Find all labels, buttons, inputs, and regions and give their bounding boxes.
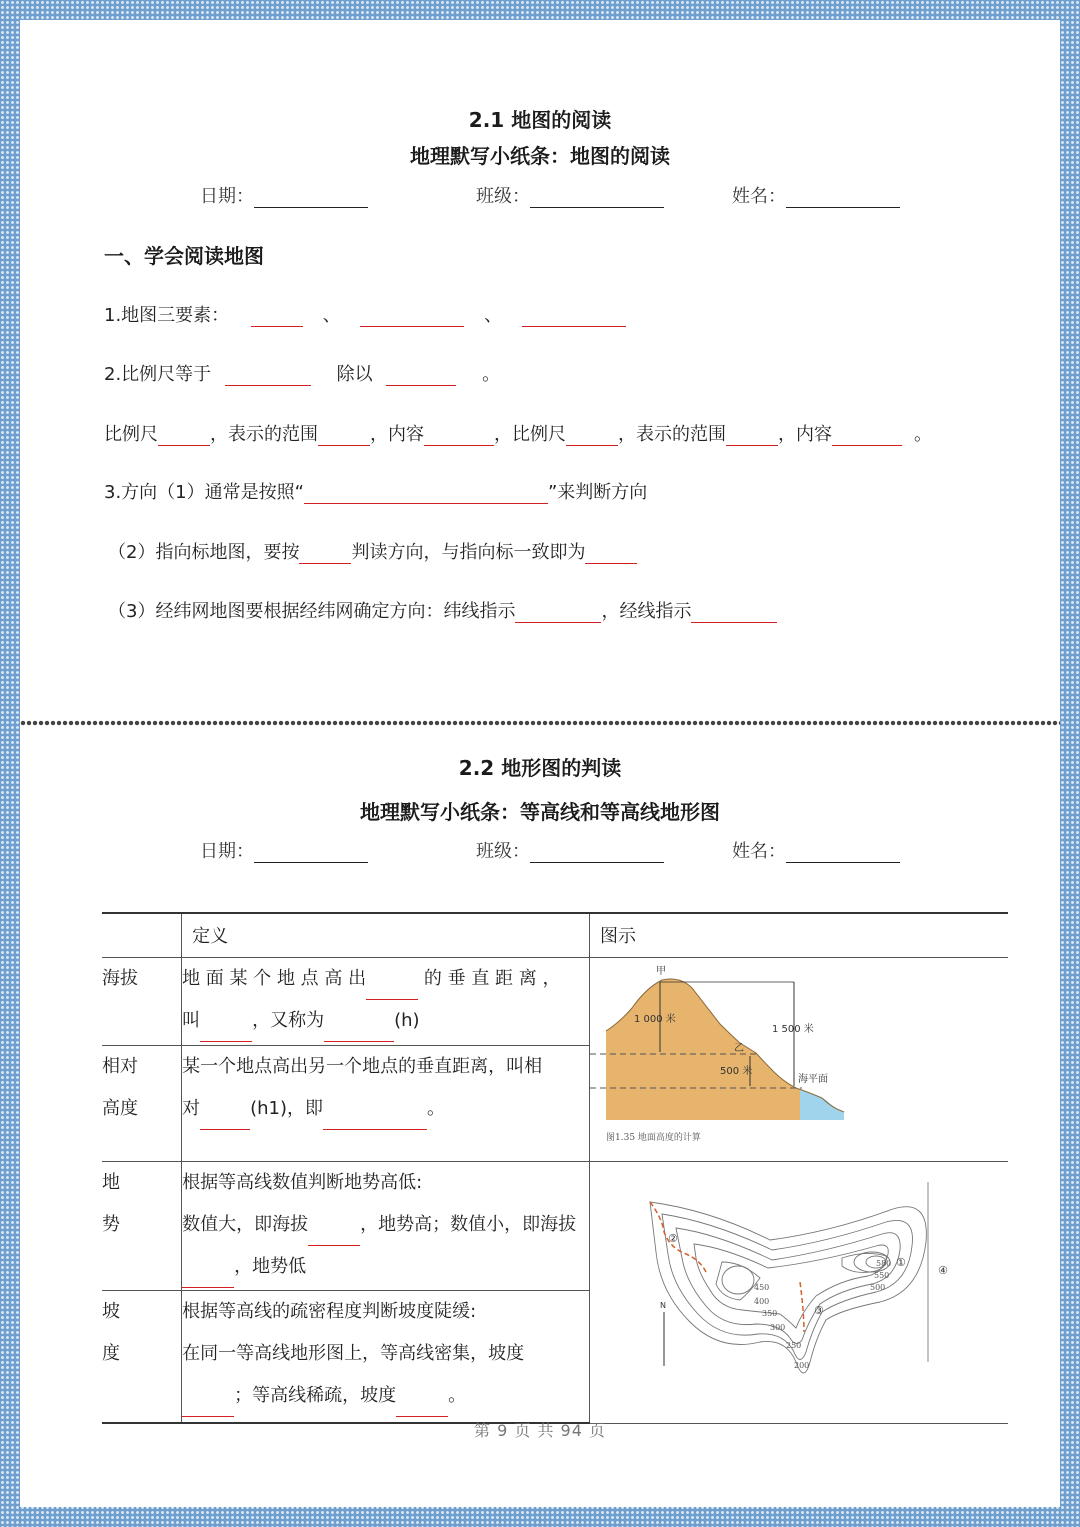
sea-shape xyxy=(800,1090,844,1120)
label-4: ④ xyxy=(937,1263,948,1277)
row-label-altitude: 海拔 xyxy=(102,957,182,1046)
question-1: 1.地图三要素： 、 、 xyxy=(104,301,626,327)
date-label: 日期： xyxy=(200,841,254,862)
class-label: 班级： xyxy=(476,841,530,862)
section1-heading: 一、学会阅读地图 xyxy=(104,244,264,268)
name-field[interactable] xyxy=(732,182,900,208)
question-2: 2.比例尺等于 除以 。 xyxy=(104,364,501,385)
blank[interactable] xyxy=(308,1227,360,1246)
altitude-figure xyxy=(590,958,1008,1156)
blank[interactable] xyxy=(424,427,494,446)
svg-text:550: 550 xyxy=(873,1270,890,1280)
worksheet-page xyxy=(20,20,1060,1507)
section1-subtitle: 地理默写小纸条：地图的阅读 xyxy=(410,144,670,168)
table-row xyxy=(102,957,1008,1046)
svg-text:300: 300 xyxy=(769,1322,786,1332)
north-label: N xyxy=(659,1300,666,1310)
blank[interactable] xyxy=(200,1111,250,1130)
row-label-relative-height: 相对 高度 xyxy=(102,1046,182,1161)
blank[interactable] xyxy=(182,1269,234,1288)
blank[interactable] xyxy=(304,485,548,504)
blank[interactable] xyxy=(182,1398,234,1417)
blank[interactable] xyxy=(158,427,210,446)
class-field[interactable] xyxy=(476,182,664,208)
label-1500m: 1 500 米 xyxy=(771,1023,814,1035)
question-3-3: （3）经纬网地图要根据经纬网确定方向：纬线指示 ，经线指示 xyxy=(108,597,777,623)
label-1000m: 1 000 米 xyxy=(633,1013,676,1025)
figure1-caption: 图1.35 地面高度的计算 xyxy=(605,1132,701,1143)
name-blank[interactable] xyxy=(786,844,900,863)
date-label: 日期： xyxy=(200,186,254,207)
section2-subtitle: 地理默写小纸条：等高线和等高线地形图 xyxy=(360,800,720,824)
blank[interactable] xyxy=(225,367,311,386)
blank[interactable] xyxy=(200,1023,252,1042)
blank[interactable] xyxy=(522,308,626,327)
svg-text:580: 580 xyxy=(875,1258,892,1268)
svg-text:400: 400 xyxy=(753,1296,770,1306)
row-definition-terrain: 根据等高线数值判断地势高低: 数值大，即海拔 ，地势高；数值小，即海拔 ，地势低 xyxy=(182,1161,590,1291)
date-blank[interactable] xyxy=(254,844,368,863)
svg-text:350: 350 xyxy=(761,1308,778,1318)
label-3: ③ xyxy=(813,1303,824,1317)
class-blank[interactable] xyxy=(530,189,664,208)
section-divider xyxy=(20,719,1060,727)
row-definition-altitude: 地 面 某 个 地 点 高 出 的 垂 直 距 离 ， 叫 ，又称为 (h) xyxy=(182,957,590,1046)
date-field-2[interactable] xyxy=(200,837,368,863)
question-3-2: （2）指向标地图，要按 判读方向，与指向标一致即为 xyxy=(108,538,637,564)
blank[interactable] xyxy=(324,1023,394,1042)
svg-text:250: 250 xyxy=(785,1340,802,1350)
label-yi: 乙 xyxy=(733,1042,744,1054)
name-field-2[interactable] xyxy=(732,837,900,863)
blank[interactable] xyxy=(251,308,303,327)
name-blank[interactable] xyxy=(786,189,900,208)
blank[interactable] xyxy=(566,427,618,446)
label-peak: 甲 xyxy=(655,965,666,977)
name-label: 姓名： xyxy=(732,186,786,207)
section2-title: 2.2 地形图的判读 xyxy=(458,756,622,780)
header-definition: 定义 xyxy=(182,913,590,957)
blank[interactable] xyxy=(360,308,464,327)
figure1-cell xyxy=(589,957,1008,1161)
terrain-table xyxy=(102,912,1008,1424)
label-2: ② xyxy=(667,1231,678,1245)
blank[interactable] xyxy=(366,981,418,1000)
svg-text:500: 500 xyxy=(869,1282,886,1292)
date-blank[interactable] xyxy=(254,189,368,208)
svg-text:450: 450 xyxy=(753,1282,770,1292)
contour-map xyxy=(590,1162,1008,1418)
row-definition-relative-height: 某一个地点高出另一个地点的垂直距离，叫相 对 (h1)，即 。 xyxy=(182,1046,590,1161)
header-cell-empty xyxy=(102,913,182,957)
row-definition-slope: 根据等高线的疏密程度判断坡度陡缓: 在同一等高线地形图上，等高线密集，坡度 ；等高线稀疏，坡度 。 xyxy=(182,1291,590,1423)
blank[interactable] xyxy=(726,427,778,446)
blank[interactable] xyxy=(585,545,637,564)
label-500m: 500 米 xyxy=(719,1065,753,1077)
question-2b: 比例尺 ，表示的范围 ，内容 ，比例尺 ，表示的范围 ，内容 。 xyxy=(104,424,932,445)
blank[interactable] xyxy=(299,545,351,564)
blank[interactable] xyxy=(323,1111,427,1130)
class-blank[interactable] xyxy=(530,844,664,863)
label-sea-level: 海平面 xyxy=(797,1073,828,1085)
svg-text:200: 200 xyxy=(793,1360,810,1370)
section1-title: 2.1 地图的阅读 xyxy=(468,108,612,132)
figure2-cell xyxy=(589,1161,1008,1423)
blank[interactable] xyxy=(832,427,902,446)
table-header-row xyxy=(102,913,1008,957)
table-row xyxy=(102,1161,1008,1291)
header-illustration: 图示 xyxy=(589,913,1008,957)
row-label-slope: 坡 度 xyxy=(102,1291,182,1423)
blank[interactable] xyxy=(318,427,370,446)
blank[interactable] xyxy=(515,604,601,623)
valley-line-3 xyxy=(800,1282,804,1332)
name-label: 姓名： xyxy=(732,841,786,862)
label-1: ① xyxy=(895,1255,906,1269)
blank[interactable] xyxy=(396,1398,448,1417)
blank[interactable] xyxy=(691,604,777,623)
blank[interactable] xyxy=(386,367,456,386)
row-label-terrain: 地 势 xyxy=(102,1161,182,1291)
question-3: 3.方向（1）通常是按照“ ”来判断方向 xyxy=(104,482,648,503)
date-field[interactable] xyxy=(200,182,368,208)
page-footer: 第 9 页 共 94 页 xyxy=(474,1421,606,1440)
class-field-2[interactable] xyxy=(476,837,664,863)
class-label: 班级： xyxy=(476,186,530,207)
